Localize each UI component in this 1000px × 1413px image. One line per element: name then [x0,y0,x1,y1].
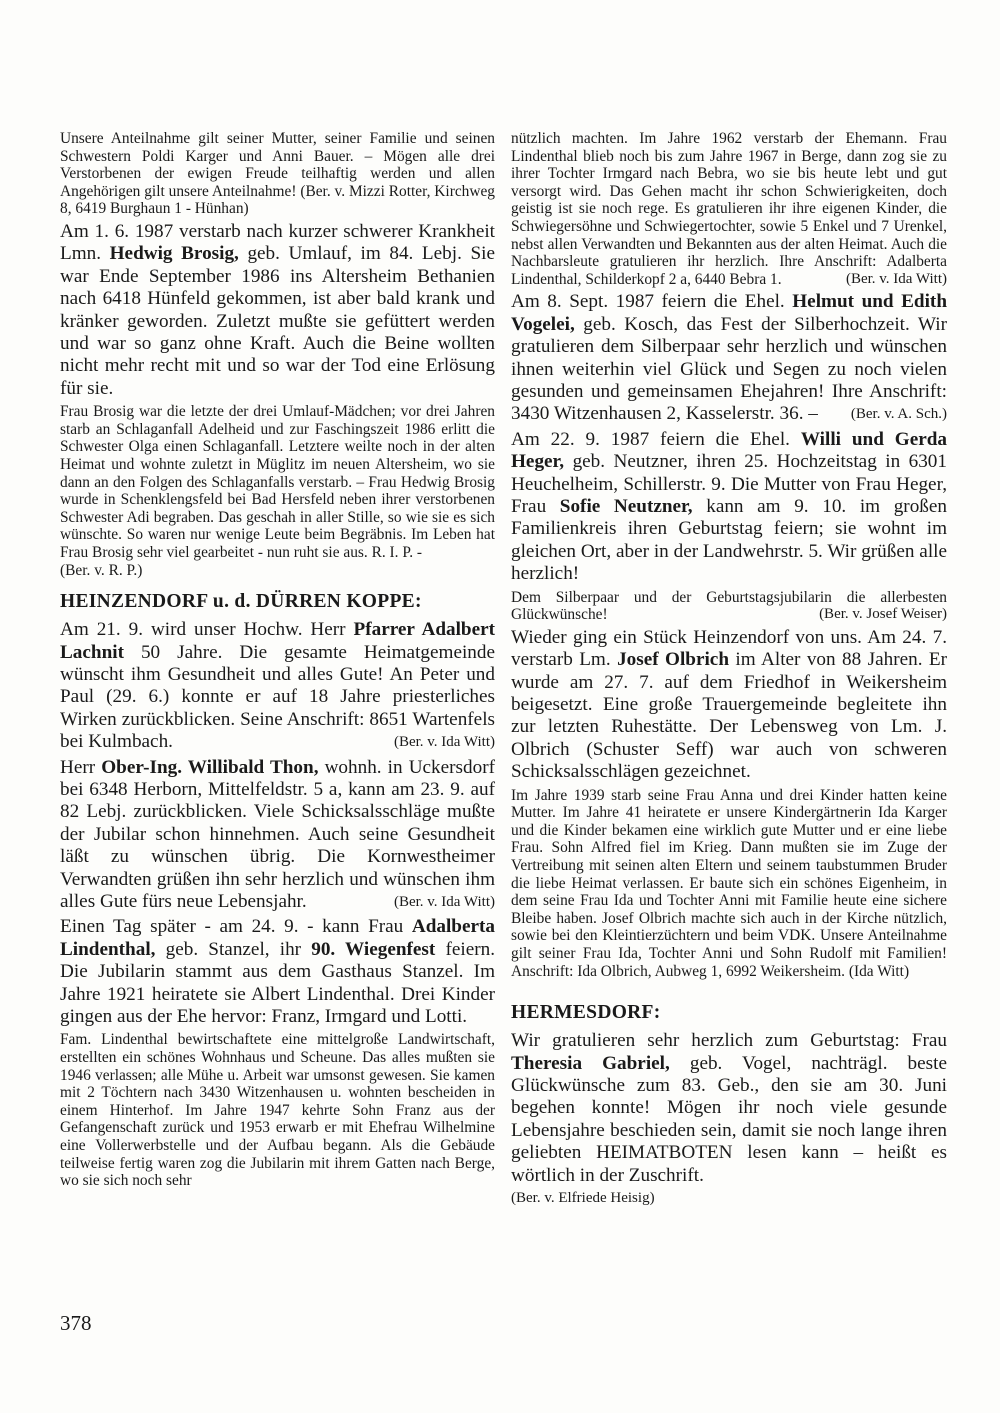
credit: (Ber. v. A. Sch.) [850,406,947,423]
text: Am 22. 9. 1987 feiern die Ehel. [511,428,801,450]
person-name: Helmut und Edith Vogelei, [511,291,947,335]
paragraph [60,916,495,1028]
paragraph [511,130,947,288]
text: Einen Tag später - am 24. 9. - kann Frau [60,916,412,938]
person-name: Adalberta Lindenthal, [60,916,495,960]
paragraph: Fam. Lindenthal bewirtschaftete eine mittelgroße Landwirtschaft, erstellten ein schönes Wohnhaus und Scheune. Das alles mußten sie 1946 verlassen; alle Mühe u. Arbeit war umsonst gewesen. Sie kamen mit 2 Töchtern nach 3430 Witzenhausen u. wohnten bescheiden in einem Hinterhof. Im Jahre 1947 kehrte Sohn Franz aus der Gefangenschaft zurück und 1953 erwarb er mit Ehefrau Wilhelmine eine Vollerwerbstelle und der Aufbau begann. Als die Gebäude teilweise fertig waren zog die Jubilarin mit ihrem Gatten nach Berge, wo sie sich noch sehr [60,1031,495,1190]
text: Wir gratulieren sehr herzlich zum Geburtstag: Frau [511,1030,947,1052]
paragraph: Unsere Anteilnahme gilt seiner Mutter, seiner Familie und seinen Schwestern Poldi Karger und Anni Bauer. – Mögen alle drei Verstorbenen der ewigen Freude teilhaftig werden und allen Angehörigen gilt unsere Anteilnahme! (Ber. v. Mizzi Rotter, Kirchweg 8, 6419 Burghaun 1 - Hünhan) [60,130,495,218]
text: im Alter von 88 Jahren. Er wurde am 27. 7. auf dem Friedhof in Weikersheim beigesetzt. Eine große Trauergemeinde begleitete ihn zur letzten Ruhestätte. Der Lebensweg von Lm. J. Olbrich (Schuster Seff) war auch von schweren Schicksalsschlägen gezeichnet. [511,649,948,783]
right-column [511,130,947,1212]
text: Herr [60,756,102,778]
credit: (Ber. v. Josef Weiser) [819,606,947,623]
text: wohnh. in Uckersdorf bei 6348 Herborn, Mittelfeldstr. 5 a, kann am 23. 9. auf 82 Lebj. zurückblicken. Viele Schicksalsschläge mußte der Jubilar schon hinnehmen. Auch seine Gesundheit läßt zu wünschen übrig. Die Kornwestheimer Verwandten grüßen ihn sehr herzlich und wünschen ihm alles Gute fürs neue Lebensjahr. [60,756,495,913]
paragraph [60,403,495,579]
person-name: Pfarrer Adalbert Lachnit [60,619,496,663]
text: geb. Neutzner, ihren 25. Hochzeitstag in 6301 Heuchelheim, Schillerstr. 9. Die Mutter von Frau Heger, Frau [511,451,947,517]
credit: (Ber. v. R. P.) [60,561,143,579]
person-name: Josef Olbrich [617,649,729,671]
text: nützlich machten. Im Jahre 1962 verstarb der Ehemann. Frau Lindenthal blieb noch bis zum Jahre 1967 in Berge, dann zog sie zu ihrer Tochter Irmgard nach Bebra, wo sie bis heute lebt und gut versorgt wird. Das Gehen macht ihr schon Schwierigkeiten, doch geistig ist sie noch rege. Es gratulieren ihr ihre eigenen Kinder, die Schwiegersöhne und Schwiegertochter, sowie 5 Enkel und 7 Urenkel, nebst allen Verwandten und Bekannten aus der alten Heimat. Auch die Nachbarsleute gratulieren ihr herzlich. Ihre Anschrift: Adalberta Lindenthal, Schilderkopf 2 a, 6440 Bebra 1. [511,130,947,288]
text: 50 Jahre. Die gesamte Heimatgemeinde wünscht ihm Gesundheit und alles Gute! An Peter und Paul (29. 6.) konnte er auf 18 Jahre priesterliches Wirken zurückblicken. Seine Anschrift: 8651 Wartenfels bei Kulmbach. [60,641,495,753]
paragraph [511,589,947,624]
left-column [60,130,495,1193]
paragraph [60,757,495,914]
text: geb. Kosch, das Fest der Silberhochzeit. Wir gratulieren dem Silberpaar sehr herzlich und wünschen ihnen weiterhin viel Glück und Segen zu noch vielen gesunden und gemeinsamen Ehejahren! Ihre Anschrift: 3430 Witzenhausen 2, Kasselerstr. 36. – [511,313,947,425]
text: geb. Vogel, nachträgl. beste Glückwünsche zum 83. Geb., den sie am 30. Juni begehen konnte! Mögen ihr noch viele gesunde Lebensjahre beschieden sein, damit sie noch lange ihren geliebten HEIMATBOTEN lesen kann – heißt es wörtlich in der Zuschrift. [511,1052,947,1186]
person-name: Sofie Neutzner, [559,496,693,517]
credit: (Ber. v. Elfriede Heisig) [511,1190,655,1207]
credit: (Ber. v. Ida Witt) [393,734,495,751]
person-name: Ober-Ing. Willibald Thon, [101,756,319,778]
credit: (Ber. v. Ida Witt) [393,894,495,911]
section-heading: HERMESDORF: [511,1002,661,1024]
text: geb. Stanzel, ihr [155,938,312,960]
paragraph [511,291,947,425]
section-heading: HEINZENDORF u. d. DÜRREN KOPPE: [60,591,422,613]
text: geb. Umlauf, im 84. Lebj. Sie war Ende September 1986 ins Altersheim Bethanien nach 6418 Hünfeld gekommen, ist aber bald krank und kränker geworden. Zuletzt mußte sie gefüttert werden und war so ganz ohne Kraft. Auch die Beine wollten nicht mehr recht mit und so war der Tod eine Erlösung für sie. [60,243,495,399]
text: Am 21. 9. wird unser Hochw. Herr [60,619,354,641]
person-name: Theresia Gabriel, [511,1052,670,1074]
person-name: Hedwig Brosig, [109,243,239,265]
paragraph [60,619,495,753]
paragraph [511,627,947,784]
highlight: 90. Wiegenfest [311,938,436,960]
text: Am 8. Sept. 1987 feiern die Ehel. [511,291,793,313]
page-number: 378 [60,1311,92,1335]
paragraph: Im Jahre 1939 starb seine Frau Anna und drei Kinder hatten keine Mutter. Im Jahre 41 heiratete er unsere Kindergärtnerin Ida Karger und die Kinder bekamen eine wirklich gute Mutter und er eine liebe Frau. Sohn Alfred fiel im Krieg. Dann mußten sie im Zuge der Vertreibung mit seinen alten Eltern und seinem taubstummen Bruder die liebe Heimat verlassen. Er baute sich ein schönes Eigenheim, in dem seine Frau Ida und Tochter Anni mit Familie heute eine sichere Bleibe haben. Josef Olbrich machte sich auch in der Kirche nützlich, sowie bei den Kleintierzüchtern und beim VDK. Unsere Anteilnahme gilt seiner Frau Ida, Tochter Anni und Sohn Rudolf mit Familien! Anschrift: Ida Olbrich, Aubweg 1, 6992 Weikersheim. (Ida Witt) [511,786,947,980]
text: kann am 9. 10. im großen Familienkreis ihren Geburtstag feiern; sie wohnt im gleichen Ort, aber in der Landwehrstr. 5. Wir grüßen alle herzlich! [511,496,947,585]
person-name: Willi und Gerda Heger, [511,428,948,473]
paragraph [60,221,495,400]
text: feiern. Die Jubilarin stammt aus dem Gasthaus Stanzel. Im Jahre 1921 heiratete sie Albert Lindenthal. Drei Kinder gingen aus der Ehe hervor: Franz, Irmgard und Lotti. [60,938,495,1028]
paragraph [511,429,947,586]
text: Frau Brosig war die letzte der drei Umlauf-Mädchen; vor drei Jahren starb an Schlaganfall Adelheid und zur Faschingszeit 1986 erlitt die Schwester Olga einen Schlaganfall. Letztere weilte noch in der alten Heimat und wohnte zuletzt in Müglitz im neuen Altersheim, wo sie dann an den Folgen des Schlaganfalls verstarb. – Frau Hedwig Brosig wurde in Schenklengsfeld bei Bad Hersfeld neben ihrer verstorbenen Schwester Adi begraben. Das geschah in aller Stille, so wie sie es sich wünschte. So waren nur wenige Leute beim Begräbnis. Im Leben hat Frau Brosig sehr viel gearbeitet - nun ruht sie aus. R. I. P. - [60,403,495,561]
text: Wieder ging ein Stück Heinzendorf von uns. Am 24. 7. verstarb Lm. [511,626,947,671]
credit: (Ber. v. Ida Witt) [845,270,947,287]
paragraph [511,1030,947,1209]
text: Dem Silberpaar und der Geburtstagsjubilarin die allerbesten Glückwünsche! [511,588,947,624]
text: Am 1. 6. 1987 verstarb nach kurzer schwerer Krankheit Lmn. [60,220,495,265]
